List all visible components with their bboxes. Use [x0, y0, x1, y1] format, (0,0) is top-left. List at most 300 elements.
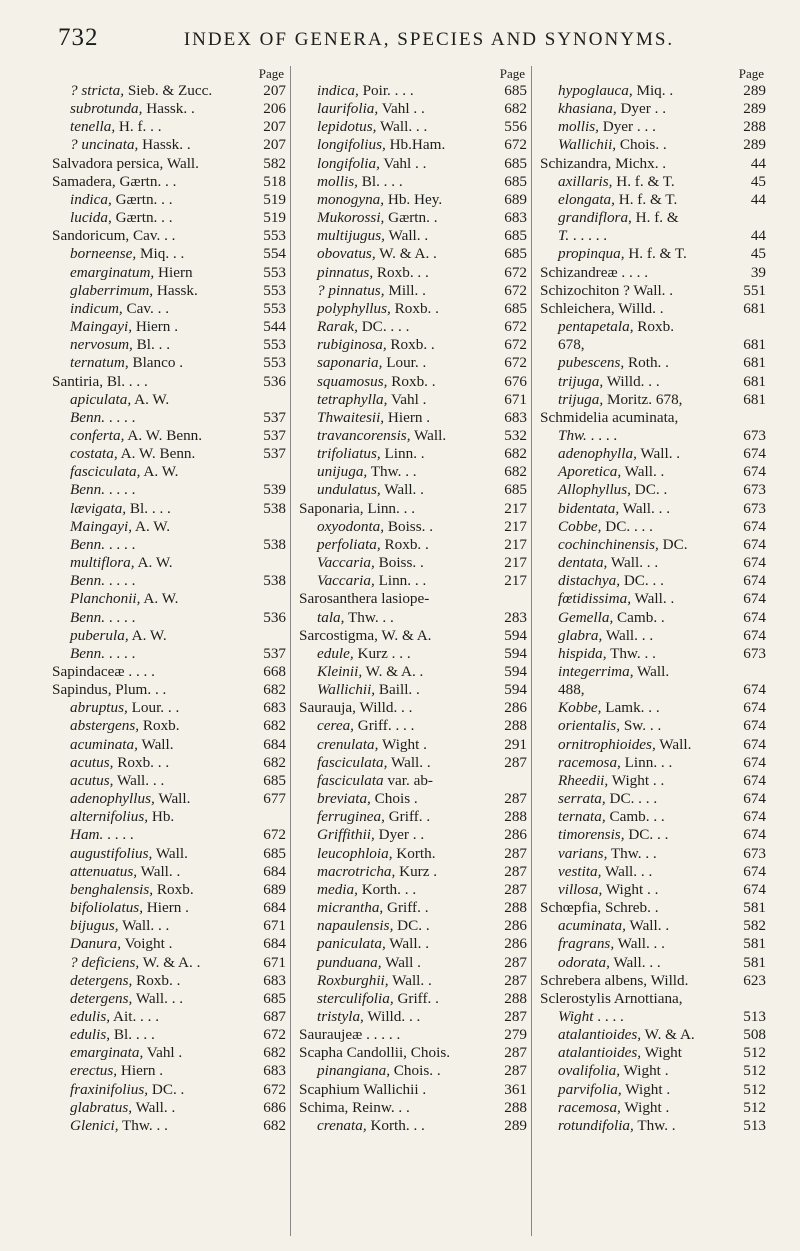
index-entry: [52, 173, 290, 191]
entry-author: Wall. . .: [622, 499, 670, 517]
index-entry: [540, 536, 770, 554]
entry-name: Benn.: [70, 572, 106, 590]
entry-page: 286: [504, 699, 527, 717]
index-column-3: [531, 66, 770, 1236]
entry-name: apiculata,: [70, 390, 132, 408]
entry-author: Lamk. . .: [605, 699, 660, 717]
entry-name: Rarak,: [317, 318, 358, 336]
entry-page: 685: [504, 172, 527, 190]
entry-author: . . . .: [128, 663, 155, 680]
index-entry: [540, 808, 770, 826]
entry-name: obovatus,: [317, 245, 376, 263]
entry-name: Benn.: [70, 481, 106, 499]
entry-name: khasiana,: [558, 100, 617, 118]
index-entry: [52, 717, 290, 735]
entry-page: 279: [504, 1026, 527, 1044]
index-entry: [299, 1008, 531, 1026]
index-entry: [52, 354, 290, 372]
entry-name: ternatum,: [70, 354, 129, 372]
entry-name: ? pinnatus,: [317, 281, 385, 299]
entry-page: 672: [504, 281, 527, 299]
entry-page: 512: [743, 1098, 766, 1116]
entry-name: Glenici,: [70, 1116, 119, 1134]
entry-author: Gærtn. . .: [119, 172, 177, 190]
entry-author: Hassk. .: [146, 100, 195, 118]
entry-name: glaberrimum,: [70, 281, 154, 299]
entry-page: 683: [263, 699, 286, 717]
index-entry: [540, 227, 770, 245]
entry-author: Willd. . .: [367, 1007, 421, 1025]
index-entry: [52, 863, 290, 881]
entry-page: 289: [743, 82, 766, 99]
index-entry: [299, 1099, 531, 1117]
entry-name: Schizochiton ?: [540, 281, 630, 299]
index-entry: [299, 245, 531, 263]
entry-page: 685: [504, 82, 527, 99]
entry-name: Maingayi,: [70, 318, 133, 336]
index-entry: [52, 1099, 290, 1117]
entry-name: Benn.: [70, 535, 106, 553]
index-entry: [540, 282, 770, 300]
entry-author: Roxb.: [637, 318, 675, 336]
entry-page: 682: [263, 681, 286, 699]
entry-name: acuminata,: [558, 917, 626, 935]
entry-author: Gærtn. .: [388, 209, 438, 227]
entry-name: dentata,: [558, 554, 608, 572]
entry-name: adenophylla,: [558, 445, 637, 463]
entry-name: augustifolius,: [70, 844, 153, 862]
index-entry: [299, 681, 531, 699]
index-entry: [540, 136, 770, 154]
entry-author: A. W.: [134, 517, 171, 535]
entry-page: 582: [743, 917, 766, 935]
entry-page: 286: [504, 935, 527, 953]
entry-author: Michx. .: [615, 154, 667, 172]
entry-name: Sarcostigma,: [299, 626, 378, 644]
entry-name: propinqua,: [558, 245, 625, 263]
index-entry: [540, 118, 770, 136]
entry-page: 683: [263, 971, 286, 989]
index-entry: [52, 790, 290, 808]
entry-name: ferruginea,: [317, 808, 385, 826]
entry-page: 287: [504, 880, 527, 898]
index-entry: [540, 590, 770, 608]
index-entry: [299, 736, 531, 754]
entry-page: 686: [263, 1098, 286, 1116]
entry-author: Roxb.: [142, 717, 180, 735]
page-label: Page: [738, 66, 764, 81]
entry-author: Roxb. .: [390, 336, 435, 354]
entry-page: 289: [504, 1116, 527, 1134]
entry-author: Thw. . .: [610, 644, 656, 662]
entry-page: 537: [263, 426, 286, 444]
entry-name: integerrima,: [558, 663, 634, 680]
entry-name: abstergens,: [70, 717, 140, 735]
entry-author: Vahl . .: [383, 154, 427, 172]
index-entry: [52, 899, 290, 917]
entry-page: 553: [263, 227, 286, 245]
entry-author: Wall. . .: [617, 935, 665, 953]
entry-author: Wall. .: [140, 862, 181, 880]
entry-page: 45: [750, 172, 766, 190]
index-entry: [299, 209, 531, 227]
entry-author: acuminata,: [612, 408, 679, 426]
entry-page: 685: [263, 771, 286, 789]
index-entry: [540, 899, 770, 917]
entry-page: 512: [743, 1062, 766, 1080]
entry-name: Saurauja,: [299, 699, 356, 717]
index-entry: [52, 808, 290, 826]
index-entry: [540, 972, 770, 990]
entry-page: 537: [263, 644, 286, 662]
entry-name: macrotricha,: [317, 862, 396, 880]
entry-page: 288: [504, 899, 527, 917]
entry-name: acuminata,: [70, 735, 138, 753]
index-entry: [299, 191, 531, 209]
index-entry: [299, 354, 531, 372]
index-entry: [540, 627, 770, 645]
entry-page: 288: [504, 808, 527, 826]
entry-author: Roxb. . .: [376, 263, 429, 281]
entry-author: DC. . . .: [605, 517, 653, 535]
entry-name: Allophyllus,: [558, 481, 631, 499]
entry-page: 673: [743, 426, 766, 444]
page-title: INDEX OF GENERA, SPECIES AND SYNONYMS.: [183, 29, 675, 50]
entry-author: 488,: [558, 681, 585, 699]
index-entry: [52, 391, 290, 409]
entry-author: Wall.: [141, 735, 174, 753]
index-entry: [540, 699, 770, 717]
index-entry: [299, 881, 531, 899]
entry-name: Wallichii,: [558, 136, 617, 154]
index-entry: [540, 990, 770, 1008]
entry-name: ? deficiens,: [70, 953, 140, 971]
entry-author: Thw. . .: [610, 844, 657, 862]
entry-page: 206: [263, 100, 286, 118]
index-entry: [299, 845, 531, 863]
entry-author: Wall. .: [624, 463, 665, 481]
entry-name: Benn.: [70, 608, 106, 626]
entry-name: crenata,: [317, 1116, 367, 1134]
entry-author: Hiern .: [120, 1062, 164, 1080]
index-entry: [52, 1026, 290, 1044]
index-entry: [52, 1044, 290, 1062]
entry-author: Wall. .: [135, 1098, 176, 1116]
index-entry: [299, 645, 531, 663]
entry-author: Dyer . .: [378, 826, 425, 844]
entry-author: Willd. .: [618, 299, 664, 317]
entry-page: 581: [743, 935, 766, 953]
index-entry: [52, 318, 290, 336]
entry-name: serrata,: [558, 790, 606, 808]
entry-author: Hassk.: [156, 281, 198, 299]
entry-page: 287: [504, 790, 527, 808]
entry-name: leucophloia,: [317, 844, 393, 862]
entry-author: Wight .: [381, 735, 427, 753]
index-entry: [540, 736, 770, 754]
entry-name: fraxinifolius,: [70, 1080, 149, 1098]
entry-name: crenulata,: [317, 735, 379, 753]
index-entry: [299, 1026, 531, 1044]
index-entry: [299, 136, 531, 154]
entry-name: hispida,: [558, 644, 607, 662]
entry-name: Vaccaria,: [317, 572, 375, 590]
entry-author: Wall. .: [629, 917, 670, 935]
entry-author: Linn. . .: [624, 753, 673, 771]
index-entry: [540, 1099, 770, 1117]
index-entry: [540, 1062, 770, 1080]
entry-name: Santiria,: [52, 372, 104, 390]
entry-name: cochinchinensis,: [558, 535, 659, 553]
entry-name: pubescens,: [558, 354, 625, 372]
index-entry: [540, 300, 770, 318]
entry-author: . . . .: [108, 408, 136, 426]
index-entry: [299, 1081, 531, 1099]
entry-name: tristyla,: [317, 1007, 364, 1025]
entry-name: timorensis,: [558, 826, 625, 844]
entry-author: H. f. . .: [118, 118, 162, 136]
entry-author: Bl. . . .: [129, 499, 171, 517]
entry-page: 288: [743, 118, 766, 136]
entry-author: Chois. .: [393, 1062, 441, 1080]
index-entry: [299, 463, 531, 481]
entry-page: 681: [743, 372, 766, 390]
entry-name: unijuga,: [317, 463, 368, 481]
entry-page: 682: [263, 753, 286, 771]
index-entry: [540, 717, 770, 735]
entry-name: lepidotus,: [317, 118, 377, 136]
entry-page: 217: [504, 572, 527, 590]
entry-author: DC.: [662, 535, 688, 553]
entry-page: 673: [743, 644, 766, 662]
entry-page: 683: [263, 1062, 286, 1080]
entry-page: 289: [743, 100, 766, 118]
entry-page: 674: [743, 535, 766, 553]
entry-name: bijugus,: [70, 917, 119, 935]
entry-name: Maingayi,: [70, 517, 133, 535]
entry-author: Plum. . .: [115, 681, 167, 699]
entry-name: Thw.: [558, 426, 587, 444]
entry-name: mollis,: [558, 118, 599, 136]
entry-name: fasciculata,: [317, 753, 388, 771]
entry-author: Wall.: [155, 844, 188, 862]
index-entry: [299, 445, 531, 463]
entry-author: Wall.: [414, 426, 447, 444]
entry-name: lævigata,: [70, 499, 127, 517]
entry-author: Wight: [644, 1044, 682, 1062]
entry-page: 581: [743, 899, 766, 917]
entry-author: Wall.: [158, 790, 191, 808]
index-entry: [299, 282, 531, 300]
entry-name: lucida,: [70, 209, 112, 227]
index-entry: [299, 972, 531, 990]
page-label: Page: [499, 66, 525, 81]
entry-name: laurifolia,: [317, 100, 379, 118]
entry-page: 623: [743, 971, 766, 989]
index-entry: [299, 391, 531, 409]
entry-name: trijuga,: [558, 372, 604, 390]
entry-name: indica,: [317, 82, 359, 99]
entry-author: A. W. Benn.: [120, 445, 196, 463]
entry-author: Poir. . . .: [362, 82, 414, 99]
entry-name: Benn.: [70, 408, 106, 426]
entry-page: 289: [743, 136, 766, 154]
entry-name: Vaccaria,: [317, 554, 375, 572]
entry-author: . . . .: [597, 1007, 624, 1025]
entry-name: micrantha,: [317, 899, 384, 917]
index-entry: [52, 409, 290, 427]
index-entry: [540, 518, 770, 536]
entry-name: rotundifolia,: [558, 1116, 634, 1134]
entry-name: atalantioides,: [558, 1044, 642, 1062]
entry-author: Arnottiana,: [613, 989, 683, 1007]
entry-name: ? uncinata,: [70, 136, 139, 154]
entry-author: Linn. . .: [367, 499, 415, 517]
entry-page: 288: [504, 1098, 527, 1116]
entry-page: 685: [504, 154, 527, 172]
entry-page: 673: [743, 844, 766, 862]
index-entry: [299, 264, 531, 282]
entry-author: . . . . .: [572, 227, 608, 245]
entry-author: Griff. .: [387, 899, 429, 917]
index-columns: [52, 66, 770, 1236]
index-entry: [299, 1117, 531, 1135]
entry-name: edulis,: [70, 1026, 111, 1044]
entry-name: abruptus,: [70, 699, 128, 717]
entry-name: subrotunda,: [70, 100, 143, 118]
index-entry: [299, 227, 531, 245]
index-entry: [540, 373, 770, 391]
entry-page: 674: [743, 880, 766, 898]
entry-name: Rheedii,: [558, 771, 609, 789]
entry-name: axillaris,: [558, 172, 613, 190]
entry-page: 582: [263, 154, 286, 172]
entry-page: 553: [263, 281, 286, 299]
index-entry: [540, 1044, 770, 1062]
entry-author: Sieb. & Zucc.: [127, 82, 213, 99]
index-entry: [540, 790, 770, 808]
entry-author: W. & A.: [644, 1026, 695, 1044]
entry-page: 672: [504, 318, 527, 336]
entry-name: undulatus,: [317, 481, 381, 499]
entry-author: Korth.: [396, 844, 436, 862]
entry-name: ternata,: [558, 808, 606, 826]
index-entry: [52, 881, 290, 899]
index-entry: [540, 1117, 770, 1135]
entry-page: 581: [743, 953, 766, 971]
entry-author: W. & A.: [381, 626, 432, 644]
index-entry: [52, 935, 290, 953]
entry-name: pentapetala,: [558, 318, 634, 336]
entry-page: 682: [504, 445, 527, 463]
entry-page: 287: [504, 1044, 527, 1062]
index-entry: [299, 935, 531, 953]
entry-name: acutus,: [70, 753, 114, 771]
entry-name: Scaphium: [299, 1080, 360, 1098]
index-entry: [52, 300, 290, 318]
entry-name: Sauraujeæ: [299, 1026, 363, 1044]
entry-author: Wall. .: [633, 281, 674, 299]
entry-author: . . . .: [108, 644, 136, 662]
index-entry: [299, 336, 531, 354]
index-entry: [540, 336, 770, 354]
index-entry: [540, 1081, 770, 1099]
index-column-2: [290, 66, 531, 1236]
entry-author: W. & A. .: [379, 245, 437, 263]
entry-name: Ham.: [70, 826, 104, 844]
entry-name: parvifolia,: [558, 1080, 622, 1098]
entry-author: lasiope-: [381, 590, 430, 608]
entry-page: 291: [504, 735, 527, 753]
entry-page: 287: [504, 1007, 527, 1025]
entry-page: 512: [743, 1080, 766, 1098]
entry-author: . . . .: [621, 263, 648, 281]
index-entry: [540, 100, 770, 118]
entry-page: 671: [263, 917, 286, 935]
index-entry: [299, 663, 531, 681]
entry-author: Roxb.: [156, 880, 194, 898]
entry-author: Lour. . .: [131, 699, 180, 717]
entry-author: Wall. . .: [605, 626, 654, 644]
entry-name: detergens,: [70, 989, 133, 1007]
entry-author: Mill. .: [388, 281, 426, 299]
entry-author: Roxb. .: [136, 971, 181, 989]
entry-name: Kleinii,: [317, 663, 363, 680]
entry-author: A. W.: [143, 463, 179, 481]
entry-page: 674: [743, 608, 766, 626]
entry-author: Hiern: [158, 263, 193, 281]
index-entry: [540, 500, 770, 518]
entry-page: 682: [263, 1044, 286, 1062]
entry-page: 556: [504, 118, 527, 136]
index-entry: [52, 373, 290, 391]
entry-page: 519: [263, 209, 286, 227]
entry-author: Moritz. 678,: [606, 390, 683, 408]
index-entry: [540, 155, 770, 173]
index-entry: [52, 681, 290, 699]
entry-author: Hiern .: [135, 318, 178, 336]
entry-author: Wall. . .: [604, 862, 653, 880]
entry-author: Chois.: [410, 1044, 451, 1062]
entry-page: 689: [504, 190, 527, 208]
entry-name: bifoliolatus,: [70, 899, 143, 917]
entry-author: Linn. . .: [378, 572, 427, 590]
entry-name: erectus,: [70, 1062, 118, 1080]
entry-name: distachya,: [558, 572, 621, 590]
entry-page: 673: [743, 499, 766, 517]
entry-page: 689: [263, 880, 286, 898]
index-entry: [540, 245, 770, 263]
entry-author: Wall. . .: [122, 917, 170, 935]
entry-page: 361: [504, 1080, 527, 1098]
entry-name: longifolius,: [317, 136, 386, 154]
entry-name: Saponaria,: [299, 499, 364, 517]
entry-name: longifolia,: [317, 154, 380, 172]
entry-author: . . . .: [107, 826, 134, 844]
index-entry: [52, 627, 290, 645]
entry-author: Wall. . .: [380, 118, 428, 136]
entry-name: Sarosanthera: [299, 590, 378, 608]
index-entry: [299, 572, 531, 590]
entry-author: Willd. . .: [359, 699, 413, 717]
entry-author: Wall. . .: [610, 554, 659, 572]
index-entry: [299, 300, 531, 318]
entry-author: Wallichii .: [363, 1080, 427, 1098]
entry-name: borneense,: [70, 245, 137, 263]
entry-author: Schreb. .: [604, 899, 659, 917]
index-entry: [299, 554, 531, 572]
entry-author: Thw. . .: [370, 463, 417, 481]
